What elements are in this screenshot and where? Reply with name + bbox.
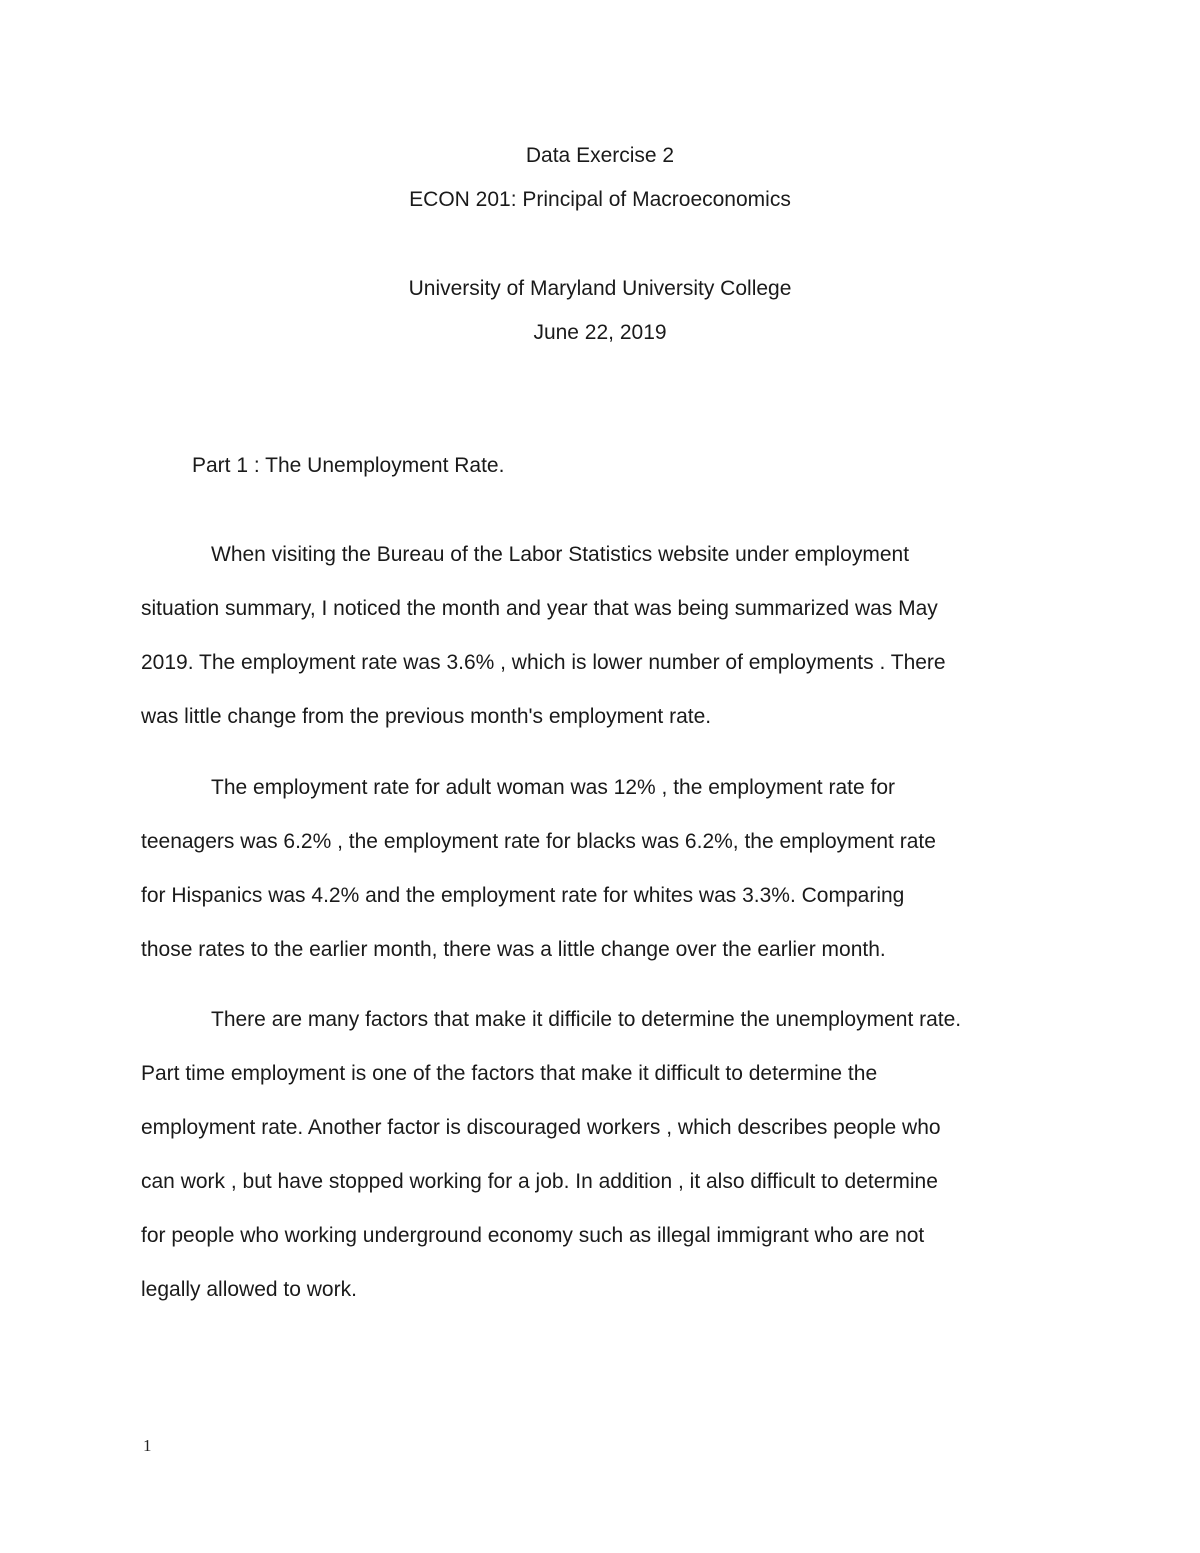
document-title: Data Exercise 2 [525,144,675,167]
document-date: June 22, 2019 [533,321,667,344]
paragraph-line: can work , but have stopped working for a job. In addition , it also difficult to determine [141,1170,938,1193]
paragraph-line: for people who working underground economy such as illegal immigrant who are not [141,1224,925,1247]
paragraph-line: was little change from the previous month's employment rate. [141,705,712,728]
paragraph-line: 2019. The employment rate was 3.6% , which is lower number of employments . There [141,651,946,674]
page-number: 1 [143,1436,152,1455]
paragraph-line: When visiting the Bureau of the Labor Statistics website under employment [211,543,910,566]
course-name: ECON 201: Principal of Macroeconomics [409,188,791,211]
paragraph-line: Part time employment is one of the factors that make it difficult to determine the [141,1062,878,1085]
section-heading: Part 1 : The Unemployment Rate. [192,454,505,477]
paragraph-line: There are many factors that make it difficile to determine the unemployment rate. [211,1008,962,1031]
paragraph-line: those rates to the earlier month, there was a little change over the earlier month. [141,938,886,961]
paragraph-line: for Hispanics was 4.2% and the employment rate for whites was 3.3%. Comparing [141,884,905,907]
paragraph-line: situation summary, I noticed the month and year that was being summarized was May [141,597,938,620]
paragraph-line: legally allowed to work. [141,1278,357,1301]
institution-name: University of Maryland University College [408,277,792,300]
paragraph-line: teenagers was 6.2% , the employment rate for blacks was 6.2%, the employment rate [141,830,936,853]
paragraph-line: employment rate. Another factor is discouraged workers , which describes people who [141,1116,941,1139]
paragraph-line: The employment rate for adult woman was 12% , the employment rate for [211,776,895,799]
